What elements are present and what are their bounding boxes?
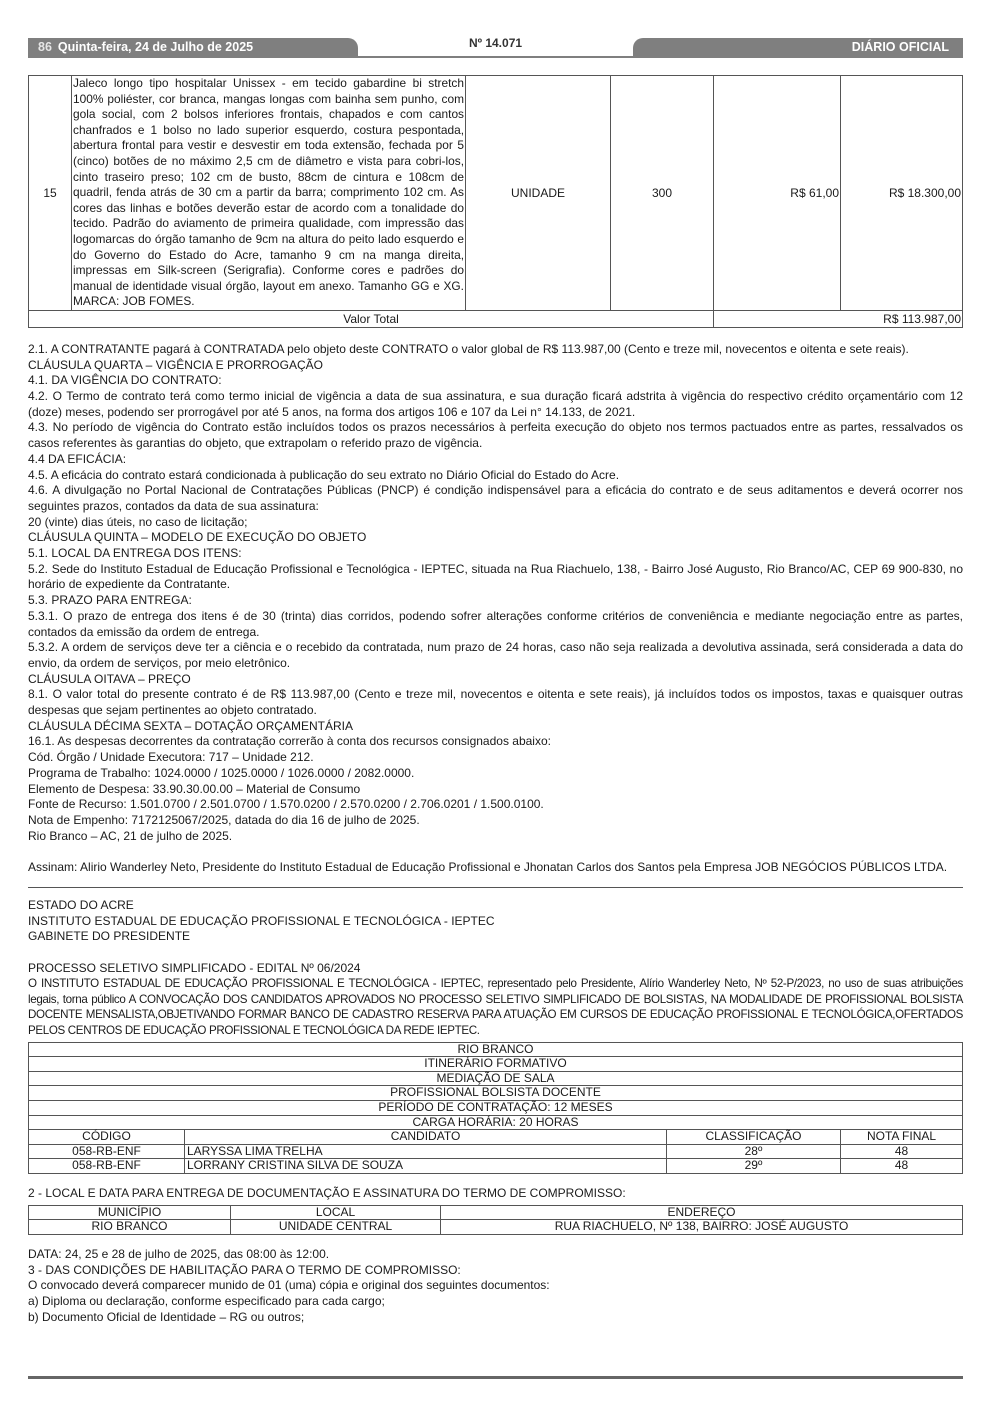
edital-title: PROCESSO SELETIVO SIMPLIFICADO - EDITAL Nº 06/2024 — [28, 960, 361, 975]
col-rank: CLASSIFICAÇÃO — [667, 1130, 841, 1145]
section-2-title: 2 - LOCAL E DATA PARA ENTREGA DE DOCUMENTAÇÃO E ASSINATURA DO TERMO DE COMPROMISSO: — [28, 1186, 626, 1201]
table-row — [29, 1057, 963, 1072]
paragraph: Fonte de Recurso: 1.501.0700 / 2.501.0700 / 1.570.0200 / 2.570.0200 / 2.706.0201 / 1.500.0100. — [28, 797, 544, 812]
paragraph: 3 - DAS CONDIÇÕES DE HABILITAÇÃO PARA O TERMO DE COMPROMISSO: — [28, 1262, 461, 1277]
paragraph: 4.6. A divulgação no Portal Nacional de Contratações Públicas (PNCP) é condição indispensável para a eficácia do contrato e de seus aditamentos e deverá ocorrer nos seguintes prazos, contados da data de sua assinatura: — [28, 483, 963, 513]
paragraph: 2.1. A CONTRATANTE pagará à CONTRATADA pelo objeto deste CONTRATO o valor global de R$ 113.987,00 (Cento e treze mil, novecentos e oitenta e sete reais). — [28, 341, 909, 356]
paragraph: Rio Branco – AC, 21 de julho de 2025. — [28, 828, 233, 843]
org-state: ESTADO DO ACRE — [28, 897, 134, 912]
table-row — [29, 1042, 963, 1057]
page-number: 86 — [38, 40, 52, 54]
heading-period: PERÍODO DE CONTRATAÇÃO: 12 MESES — [29, 1101, 963, 1116]
footer-rule — [28, 1376, 963, 1379]
paragraph: a) Diploma ou declaração, conforme especificado para cada cargo; — [28, 1294, 385, 1309]
heading-workload: CARGA HORÁRIA: 20 HORAS — [29, 1115, 963, 1130]
heading-role: PROFISSIONAL BOLSISTA DOCENTE — [29, 1086, 963, 1101]
paragraph: 4.3. No período de vigência do Contrato estão incluídos todos os prazos necessários à perfeita execução do objeto nos termos pactuados entre as partes, ressalvados os casos referentes às garantias do objeto, que extrapolam o referido prazo de vigência. — [28, 420, 963, 451]
table-row — [29, 1115, 963, 1130]
col-location: LOCAL — [231, 1205, 441, 1220]
paragraph: 5.3.2. A ordem de serviços deve ter a ciência e o recebido da contratada, num prazo de 24 horas, caso não seja realizada a devolutiva assinada, será considerada a data do envio, da ordem de serviços, por meio eletrônico. — [28, 640, 963, 670]
col-candidate: CANDIDATO — [185, 1130, 667, 1145]
paragraph: Elemento de Despesa: 33.90.30.00.00 – Material de Consumo — [28, 781, 361, 796]
col-municipality: MUNICÍPIO — [29, 1205, 231, 1220]
table-row — [29, 1159, 963, 1174]
table-total-row — [29, 310, 963, 327]
paragraph: 16.1. As despesas decorrentes da contratação correrão à conta dos recursos consignados abaixo: — [28, 734, 551, 749]
item-unit: UNIDADE — [466, 76, 611, 311]
table-row — [29, 1086, 963, 1101]
closing-section — [28, 1247, 963, 1326]
item-quantity: 300 — [611, 76, 714, 311]
paragraph: 5.3.1. O prazo de entrega dos itens é de 30 (trinta) dias corridos, podendo sofrer alterações conforme critérios de conveniência e mediante negociação entre as partes, contados da emissão da ordem de entrega. — [28, 608, 963, 639]
section-2 — [28, 1186, 963, 1202]
cell-candidate: LORRANY CRISTINA SILVA DE SOUZA — [185, 1159, 667, 1174]
section-divider — [28, 887, 963, 888]
cell-candidate: LARYSSA LIMA TRELHA — [185, 1144, 667, 1159]
org-office: GABINETE DO PRESIDENTE — [28, 929, 191, 944]
paragraph: 4.2. O Termo de contrato terá como termo inicial de vigência a data de sua assinatura, e sua duração ficará adstrita à vigência do respectivo crédito orçamentário com 12 (doze) meses, podendo ser prorrogável por até 5 anos, na forma dos artigos 106 e 107 da Lei n° 14.133, de 2021. — [28, 389, 963, 419]
cell-address: RUA RIACHUELO, Nº 138, BAIRRO: JOSÉ AUGUSTO — [441, 1220, 963, 1235]
item-total-price: R$ 18.300,00 — [841, 76, 963, 311]
paragraph: O convocado deverá comparecer munido de 01 (uma) cópia e original dos seguintes documentos: — [28, 1278, 550, 1293]
cell-code: 058-RB-ENF — [29, 1144, 185, 1159]
publication-name: DIÁRIO OFICIAL — [633, 38, 963, 56]
org-institute: INSTITUTO ESTADUAL DE EDUCAÇÃO PROFISSIONAL E TECNOLÓGICA - IEPTEC — [28, 913, 495, 928]
table-row — [29, 1101, 963, 1116]
heading-mediation: MEDIAÇÃO DE SALA — [29, 1071, 963, 1086]
paragraph: 5.2. Sede do Instituto Estadual de Educação Profissional e Tecnológica - IEPTEC, situada na Rua Riachuelo, 138, - Bairro José Augusto, Rio Branco/AC, CEP 69 900-830, no horário de expediente da Contratante. — [28, 561, 963, 592]
edital-section — [28, 898, 963, 1039]
paragraph: Programa de Trabalho: 1024.0000 / 1025.0000 / 1026.0000 / 2082.0000. — [28, 765, 415, 780]
table-row — [29, 1144, 963, 1159]
paragraph: b) Documento Oficial de Identidade – RG ou outros; — [28, 1309, 305, 1324]
cell-rank: 28º — [667, 1144, 841, 1159]
paragraph: 4.5. A eficácia do contrato estará condicionada à publicação do seu extrato no Diário Oficial do Estado do Acre. — [28, 467, 620, 482]
clause-heading: CLÁUSULA QUINTA – MODELO DE EXECUÇÃO DO OBJETO — [28, 530, 367, 545]
col-address: ENDEREÇO — [441, 1205, 963, 1220]
item-number: 15 — [29, 76, 72, 311]
total-label: Valor Total — [29, 310, 714, 327]
col-score: NOTA FINAL — [841, 1130, 963, 1145]
cell-location: UNIDADE CENTRAL — [231, 1220, 441, 1235]
edital-notice: O INSTITUTO ESTADUAL DE EDUCAÇÃO PROFISSIONAL E TECNOLÓGICA - IEPTEC, representado pelo Presidente, Alírio Wanderley Neto, Nº 52-P/2023, no uso de suas atribuições legais, torna público A CONVOCAÇÃO DOS CANDIDATOS APROVADOS NO PROCESSO SELETIVO SIMPLIFICADO DE BOLSISTAS, NA MODALIDADE DE PROFISSIONAL BOLSISTA DOCENTE MENSALISTA,OBJETIVANDO FORMAR BANCO DE CADASTRO RESERVA PARA ATUAÇÃO EM CURSOS DE EDUCAÇÃO PROFISSIONAL E TECNOLÓGICA,OFERTADOS PELOS CENTROS DE EDUCAÇÃO PROFISSIONAL E TECNOLÓGICA DA REDE IEPTEC. — [28, 977, 963, 1038]
paragraph: Cód. Órgão / Unidade Executora: 717 – Unidade 212. — [28, 750, 314, 765]
paragraph: 20 (vinte) dias úteis, no caso de licitação; — [28, 514, 248, 529]
page-header — [28, 36, 963, 58]
cell-score: 48 — [841, 1144, 963, 1159]
paragraph: 8.1. O valor total do presente contrato é de R$ 113.987,00 (Cento e treze mil, novecentos e oitenta e sete reais), já incluídos todos os impostos, taxas e quaisquer outras despesas que sejam pertinentes ao objeto contratado. — [28, 687, 963, 718]
table-header-row — [29, 1130, 963, 1145]
col-code: CÓDIGO — [29, 1130, 185, 1145]
clause-heading: CLÁUSULA QUARTA – VIGÊNCIA E PRORROGAÇÃO — [28, 357, 323, 372]
item-description: Jaleco longo tipo hospitalar Unissex - em tecido gabardine bi stretch 100% poliéster, cor branca, mangas longas com bainha sem punho, com gola social, com 2 bolsos inferiores frontais, chapados e com cantos chanfrados e 1 bolso no lado superior esquerdo, costura pespontada, abertura frontal para vestir e desvestir em toda extensão, fechada por 5 (cinco) botões de no máximo 2,5 cm de diâmetro e vista para cobri-los, cinto traseiro preso; 102 cm de busto, 88cm de cintura e 108cm de quadril, fenda atrás de 30 cm a partir da barra; comprimento 102 cm. As cores das linhas e botões deverão estar de acordo com a tonalidade do tecido. Padrão do aviamento de primeira qualidade, com impressão das logomarcas do órgão tamanho de 9cm na altura do peito lado esquerdo e do Governo do Estado do Acre, tamanho 9 cm na manga direita, impressas em Silk-screen (Serigrafia). Conforme cores e padrões do manual de identidade visual órgão, layout em anexo. Tamanho GG e XG. MARCA: JOB FOMES. — [72, 76, 466, 311]
paragraph: 5.3. PRAZO PARA ENTREGA: — [28, 593, 192, 608]
item-unit-price: R$ 61,00 — [714, 76, 841, 311]
heading-itinerary: ITINERÁRIO FORMATIVO — [29, 1057, 963, 1072]
table-row — [29, 1220, 963, 1235]
paragraph: DATA: 24, 25 e 28 de julho de 2025, das 08:00 às 12:00. — [28, 1246, 330, 1261]
location-table — [28, 1205, 963, 1235]
table-row — [29, 76, 963, 311]
table-row — [29, 1071, 963, 1086]
paragraph: 5.1. LOCAL DA ENTREGA DOS ITENS: — [28, 546, 242, 561]
contract-clauses — [28, 342, 963, 876]
heading-city: RIO BRANCO — [29, 1042, 963, 1057]
cell-rank: 29º — [667, 1159, 841, 1174]
cell-score: 48 — [841, 1159, 963, 1174]
header-left-tab — [28, 38, 358, 56]
edition-number: Nº 14.071 — [468, 36, 523, 50]
total-value: R$ 113.987,00 — [714, 310, 963, 327]
signatures: Assinam: Alirio Wanderley Neto, Presidente do Instituto Estadual de Educação Profissional e Jhonatan Carlos dos Santos pela Empresa JOB NEGÓCIOS PÚBLICOS LTDA. — [28, 860, 948, 875]
header-date: Quinta-feira, 24 de Julho de 2025 — [57, 40, 254, 54]
cell-code: 058-RB-ENF — [29, 1159, 185, 1174]
clause-heading: CLÁUSULA DÉCIMA SEXTA – DOTAÇÃO ORÇAMENTÁRIA — [28, 718, 353, 733]
paragraph: 4.4 DA EFICÁCIA: — [28, 451, 127, 466]
header-rule — [28, 56, 963, 58]
table-header-row — [29, 1205, 963, 1220]
candidates-table — [28, 1042, 963, 1174]
cell-municipality: RIO BRANCO — [29, 1220, 231, 1235]
clause-heading: CLÁUSULA OITAVA – PREÇO — [28, 671, 191, 686]
item-table — [28, 75, 963, 328]
paragraph: Nota de Empenho: 7172125067/2025, datada do dia 16 de julho de 2025. — [28, 813, 420, 827]
paragraph: 4.1. DA VIGÊNCIA DO CONTRATO: — [28, 373, 222, 388]
diario-oficial-page — [28, 36, 963, 1325]
